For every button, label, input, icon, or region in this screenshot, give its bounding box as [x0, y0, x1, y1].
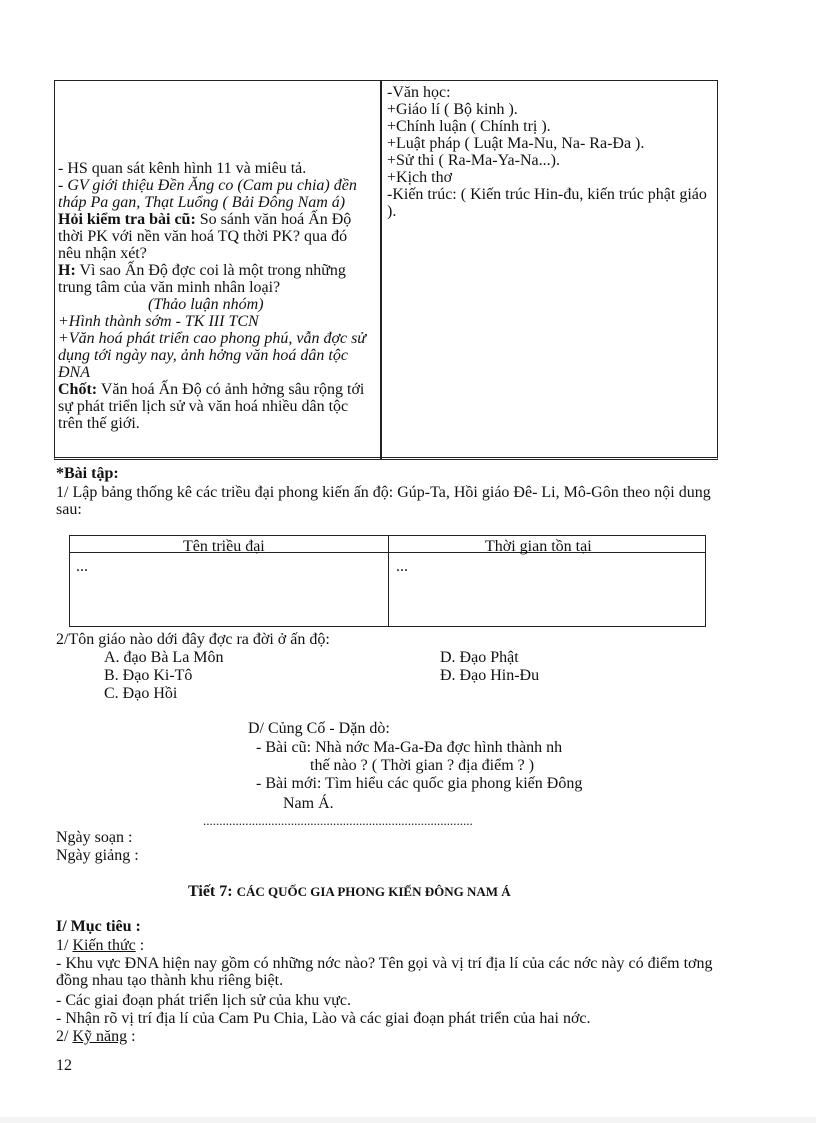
text-line — [58, 381, 374, 432]
text-line: +Văn hoá phát triển cao phong phú, vẫn đợc sử dụng tới ngày nay, ảnh hởng văn hoá dân tộc ĐNA — [58, 330, 367, 381]
table-divider — [380, 80, 382, 460]
text-line: - GV giới thiệu Đền Ăng co (Cam pu chia) đền tháp Pa gan, Thạt Luổng ( Bải Đông Nam á) — [58, 177, 357, 211]
answer-option: D. Đạo Phật — [440, 649, 519, 666]
page-edge — [0, 1117, 816, 1123]
question-text: Vì sao Ấn Độ đợc coi là một trong những trung tâm của văn minh nhân loại? — [58, 262, 346, 296]
text-line: +Luật pháp ( Luật Ma-Nu, Na- Ra-Đa ). — [387, 135, 645, 152]
heading-text: Kỹ năng — [72, 1028, 128, 1045]
lesson-title — [188, 883, 511, 900]
question-text: So sánh văn hoá Ấn Độ thời PK với nền văn hoá TQ thời PK? qua đó nêu nhận xét? — [58, 211, 352, 262]
lesson-label: Tiết 7: — [188, 883, 233, 900]
question-label: H: — [58, 262, 76, 279]
exercise-question-2: 2/Tôn giáo nào dới đây đợc ra đời ở ấn độ: — [56, 631, 330, 648]
table-cell: ... — [396, 558, 408, 575]
dotted-divider: ................................................................................... — [203, 813, 473, 828]
consolidation-line: thế nào ? ( Thời gian ? địa điểm ? ) — [310, 757, 535, 774]
table-right-cell — [387, 84, 713, 220]
objective-item: - Khu vực ĐNA hiện nay gồm có những nớc nào? Tên gọi và vị trí địa lí của các nớc này có điểm tơng đồng nhau tạo thành khu riêng biệt. — [56, 955, 713, 989]
date-prepared: Ngày soạn : — [56, 829, 133, 846]
answer-option: Đ. Đạo Hin-Đu — [440, 667, 540, 684]
heading-text: D/ Củng Cố - Dặn dò: — [248, 720, 390, 737]
page-number: 12 — [56, 1057, 72, 1074]
text-line — [58, 211, 374, 262]
exercise-heading: *Bài tập: — [56, 465, 119, 482]
text-line: -Kiến trúc: ( Kiến trúc Hin-đu, kiến trúc phật giáo ). — [387, 186, 707, 220]
text-line: +Giáo lí ( Bộ kinh ). — [387, 101, 518, 118]
text-line — [58, 262, 374, 296]
text-line: (Thảo luận nhóm) — [148, 296, 264, 313]
objectives-heading: I/ Mục tiêu : — [56, 918, 141, 935]
consolidation-line: - Bài cũ: Nhà nớc Ma-Ga-Đa đợc hình thành nh — [256, 739, 563, 756]
table-divider — [388, 535, 389, 627]
question-label: Hỏi kiểm tra bài cũ: — [58, 211, 196, 228]
answer-option: B. Đạo Ki-Tô — [104, 667, 193, 684]
date-taught: Ngày giảng : — [56, 847, 139, 864]
consolidation-heading — [248, 720, 390, 737]
text-line: +Hình thành sớm - TK III TCN — [58, 313, 259, 330]
answer-option: A. đạo Bà La Môn — [104, 649, 224, 666]
consolidation-line: - Bài mới: Tìm hiểu các quốc gia phong kiến Đông — [256, 775, 583, 792]
heading-number: 1/ — [56, 937, 73, 954]
conclusion-label: Chốt: — [58, 381, 98, 398]
skill-heading — [56, 1028, 136, 1045]
objective-item: - Các giai đoạn phát triển lịch sử của khu vực. — [56, 992, 352, 1009]
heading-colon: : — [135, 937, 145, 954]
conclusion-text: Văn hoá Ấn Độ có ảnh hởng sâu rộng tới sự phát triển lịch sử và văn hoá nhiều dân tộc trên thế giới. — [58, 381, 365, 432]
lesson-name: CÁC QUỐC GIA PHONG KIẾN ĐÔNG NAM Á — [236, 884, 511, 899]
text-line: +Chính luận ( Chính trị ). — [387, 118, 551, 135]
text-line: +Kịch thơ — [387, 169, 453, 186]
table-header: Tên triều đại — [183, 538, 265, 555]
objective-item: - Nhận rõ vị trí địa lí của Cam Pu Chia, Lào và các giai đoạn phát triển của hai nớc. — [56, 1010, 591, 1027]
knowledge-heading — [56, 937, 144, 954]
text-line: -Văn học: — [387, 84, 451, 101]
exercise-question-1: 1/ Lập bảng thống kê các triều đại phong kiến ấn độ: Gúp-Ta, Hồi giáo Đê- Li, Mô-Gôn theo nội dung sau: — [56, 484, 711, 518]
table-left-cell — [58, 160, 374, 432]
consolidation-line: Nam Á. — [283, 795, 334, 812]
heading-number: 2/ — [56, 1028, 73, 1045]
text-line: - HS quan sát kênh hình 11 và miêu tả. — [58, 160, 307, 177]
heading-text: Kiến thức — [72, 937, 136, 954]
answer-option: C. Đạo Hồi — [104, 685, 178, 702]
table-cell: ... — [76, 558, 88, 575]
table-header: Thời gian tồn tại — [485, 538, 592, 555]
heading-colon: : — [127, 1028, 136, 1045]
text-line: +Sử thi ( Ra-Ma-Ya-Na...). — [387, 152, 560, 169]
